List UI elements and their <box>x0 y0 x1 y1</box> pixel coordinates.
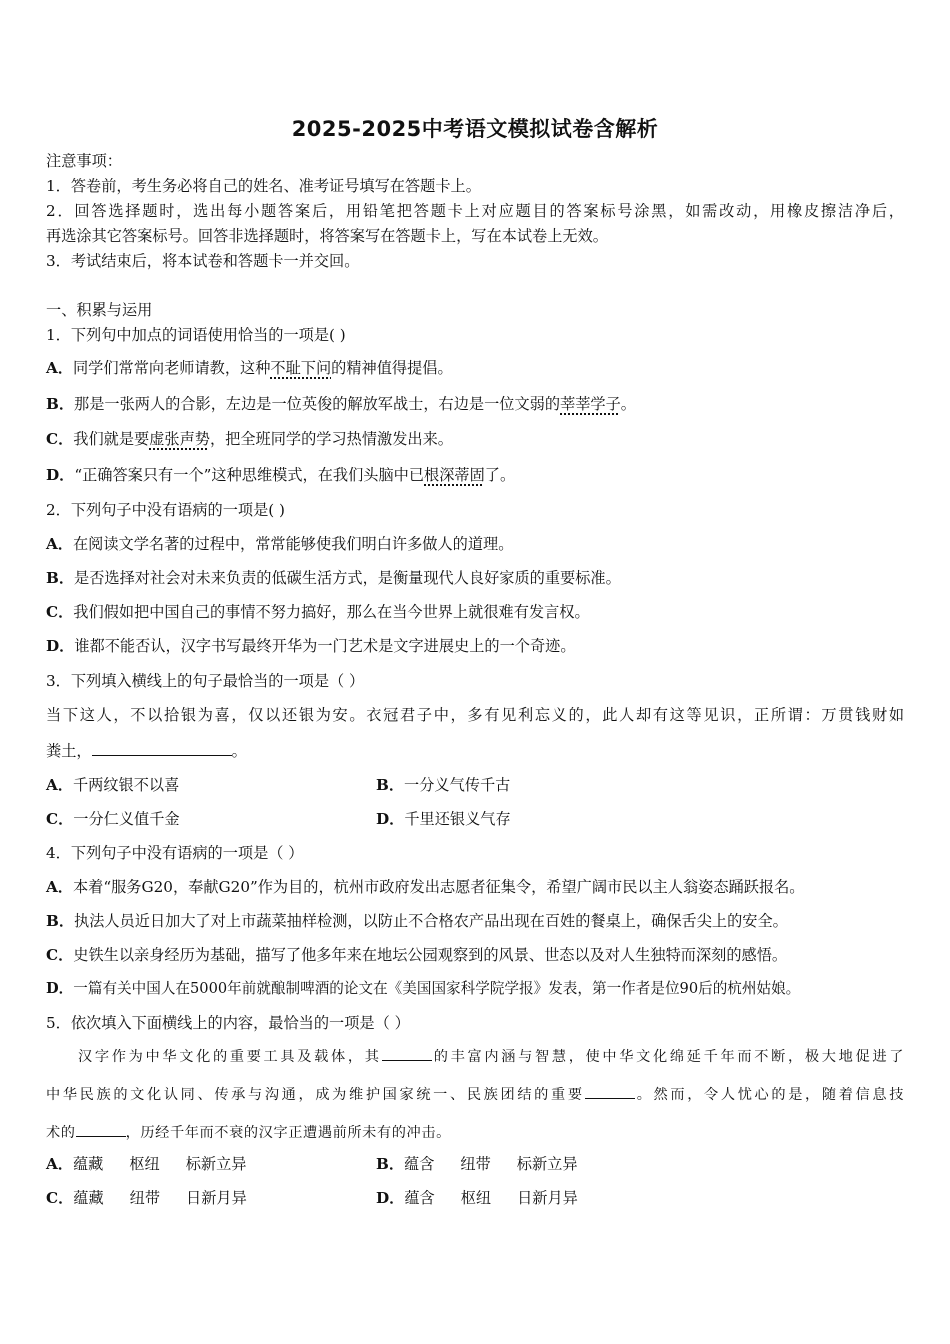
option-text: 史铁生以亲身经历为基础，描写了他多年来在地坛公园观察到的风景、世态以及对人生独特而深刻的感悟。 <box>73 946 788 964</box>
option-label: A． <box>46 776 73 794</box>
q2-stem: 2．下列句子中没有语病的一项是( ) <box>46 501 285 519</box>
passage-text: 的丰富内涵与智慧，使中华文化绵延千年而不断，极大地促进了 <box>431 1049 904 1065</box>
q5-stem: 5．依次填入下面横线上的内容，最恰当的一项是（ ） <box>46 1014 410 1032</box>
option-word: 标新立异 <box>185 1155 247 1173</box>
option-text: 是否选择对社会对未来负责的低碳生活方式，是衡量现代人良好家质的重要标准。 <box>74 569 621 587</box>
notice-item-1: 1．答卷前，考生务必将自己的姓名、准考证号填写在答题卡上。 <box>46 177 481 195</box>
option-text: 。 <box>620 395 636 413</box>
q5-option-b <box>376 1154 578 1174</box>
q3-stem: 3．下列填入横线上的句子最恰当的一项是（ ） <box>46 672 365 690</box>
passage-text: 。 <box>231 742 247 760</box>
option-word: 蕴含 <box>404 1189 435 1207</box>
option-text: “正确答案只有一个”这种思维模式，在我们头脑中已 <box>74 466 425 484</box>
q1-option-c <box>46 429 453 449</box>
option-label: D． <box>46 637 75 655</box>
option-text: 一分义气传千古 <box>404 776 511 794</box>
option-label: B． <box>46 395 75 413</box>
option-text: 了。 <box>484 466 516 484</box>
option-word: 标新立异 <box>516 1155 578 1173</box>
q5-option-c <box>46 1188 247 1208</box>
q2-option-b <box>46 568 621 588</box>
option-label: D． <box>46 980 74 997</box>
notice-header: 注意事项： <box>46 152 122 170</box>
q3-option-c <box>46 809 180 829</box>
q2-option-a <box>46 534 513 554</box>
option-label: C． <box>46 946 74 964</box>
option-label: B． <box>376 1155 405 1173</box>
option-label: A． <box>46 535 73 553</box>
option-word: 蕴藏 <box>73 1189 104 1207</box>
q5-passage-line-3 <box>46 1122 451 1143</box>
q5-option-d <box>376 1188 578 1208</box>
q4-option-d <box>46 979 800 999</box>
option-text: 本着“服务G20，奉献G20”作为目的，杭州市政府发出志愿者征集令，希望广阔市民以主人翁姿态踊跃报名。 <box>72 878 805 896</box>
fill-blank <box>76 1122 126 1137</box>
option-label: B． <box>46 912 75 930</box>
q1-option-d <box>46 465 515 485</box>
option-label: A． <box>46 359 73 377</box>
option-text: 谁都不能否认，汉字书写最终开华为一门艺术是文字进展史上的一个奇迹。 <box>74 637 576 655</box>
q4-option-b <box>46 911 788 931</box>
option-word: 纽带 <box>460 1155 491 1173</box>
passage-text: 汉字作为中华文化的重要工具及载体，其 <box>78 1049 382 1065</box>
q2-option-d <box>46 636 576 656</box>
option-text: 千两纹银不以喜 <box>72 776 180 794</box>
option-word: 枢纽 <box>129 1155 160 1173</box>
option-label: C． <box>46 1189 74 1207</box>
option-label: A． <box>46 878 73 896</box>
option-label: C． <box>46 430 74 448</box>
option-label: D． <box>376 810 405 828</box>
page-title: 2025-2025中考语文模拟试卷含解析 <box>291 117 659 141</box>
option-label: C． <box>46 603 74 621</box>
q5-passage-line-1 <box>78 1046 904 1067</box>
dotted-term: 莘莘学子 <box>560 395 621 413</box>
q2-option-c <box>46 602 590 622</box>
q3-option-a <box>46 775 179 795</box>
option-text: 的精神值得提倡。 <box>331 359 453 377</box>
option-word: 日新月异 <box>186 1189 247 1207</box>
dotted-term: 不耻下问 <box>270 359 332 377</box>
option-text: 那是一张两人的合影，左边是一位英俊的解放军战士，右边是一位文弱的 <box>74 395 561 413</box>
option-text: 千里还银义气存 <box>404 810 511 828</box>
q3-option-d <box>376 809 511 829</box>
option-label: C． <box>46 810 74 828</box>
notice-item-2-cont: 再选涂其它答案标号。回答非选择题时，将答案写在答题卡上，写在本试卷上无效。 <box>46 227 608 245</box>
option-word: 枢纽 <box>460 1189 492 1207</box>
q3-option-b <box>376 775 510 795</box>
dotted-term: 虚张声势 <box>149 430 210 448</box>
notice-item-3: 3．考试结束后，将本试卷和答题卡一并交回。 <box>46 252 360 270</box>
q4-option-c <box>46 945 787 965</box>
q4-stem: 4．下列句子中没有语病的一项是（ ） <box>46 844 304 862</box>
q1-option-b <box>46 394 636 414</box>
q1-stem: 1．下列句中加点的词语使用恰当的一项是( ) <box>46 326 346 344</box>
fill-blank <box>382 1046 432 1061</box>
option-word: 纽带 <box>129 1189 161 1207</box>
passage-text: 。然而，令人忧心的是，随着信息技 <box>634 1087 905 1103</box>
passage-text: 术的 <box>46 1125 76 1141</box>
option-word: 蕴藏 <box>72 1155 104 1173</box>
option-label: A． <box>46 1155 73 1173</box>
option-text: 一分仁义值千金 <box>73 810 180 828</box>
option-label: D． <box>46 466 75 484</box>
passage-text: 粪土， <box>46 742 92 760</box>
fill-blank <box>92 741 232 756</box>
option-text: 在阅读文学名著的过程中，常常能够使我们明白许多做人的道理。 <box>72 535 514 553</box>
q3-passage-line-1: 当下这人，不以拾银为喜，仅以还银为安。衣冠君子中，多有见利忘义的，此人却有这等见识，正所谓：万贯钱财如 <box>46 706 904 724</box>
option-label: B． <box>46 569 75 587</box>
q4-option-a <box>46 877 805 897</box>
option-text: 同学们常常向老师请教，这种 <box>72 359 271 377</box>
option-word: 日新月异 <box>517 1189 578 1207</box>
section-heading: 一、积累与运用 <box>46 301 153 319</box>
option-word: 蕴含 <box>404 1155 435 1173</box>
dotted-term: 根深蒂固 <box>424 466 485 484</box>
q1-option-a <box>46 358 453 378</box>
q3-passage-line-2 <box>46 741 247 761</box>
q5-passage-line-2 <box>46 1084 904 1105</box>
passage-text: 中华民族的文化认同、传承与沟通，成为维护国家统一、民族团结的重要 <box>46 1087 585 1103</box>
option-text: 一篇有关中国人在5000年前就酿制啤酒的论文在《美国国家科学院学报》发表，第一作者是位90后的杭州姑娘。 <box>73 980 801 997</box>
option-label: B． <box>376 776 405 794</box>
q5-option-a <box>46 1154 246 1174</box>
option-text: 我们假如把中国自己的事情不努力搞好，那么在当今世界上就很难有发言权。 <box>73 603 590 621</box>
notice-item-2: 2．回答选择题时，选出每小题答案后，用铅笔把答题卡上对应题目的答案标号涂黑，如需改动，用橡皮擦洁净后， <box>46 202 904 220</box>
option-text: 执法人员近日加大了对上市蔬菜抽样检测，以防止不合格农产品出现在百姓的餐桌上，确保舌尖上的安全。 <box>74 912 788 930</box>
fill-blank <box>585 1084 635 1099</box>
passage-text: ，历经千年而不衰的汉字正遭遇前所未有的冲击。 <box>125 1125 451 1141</box>
option-label: D． <box>376 1189 405 1207</box>
option-text: 我们就是要 <box>73 430 150 448</box>
option-text: ，把全班同学的学习热情激发出来。 <box>209 430 453 448</box>
